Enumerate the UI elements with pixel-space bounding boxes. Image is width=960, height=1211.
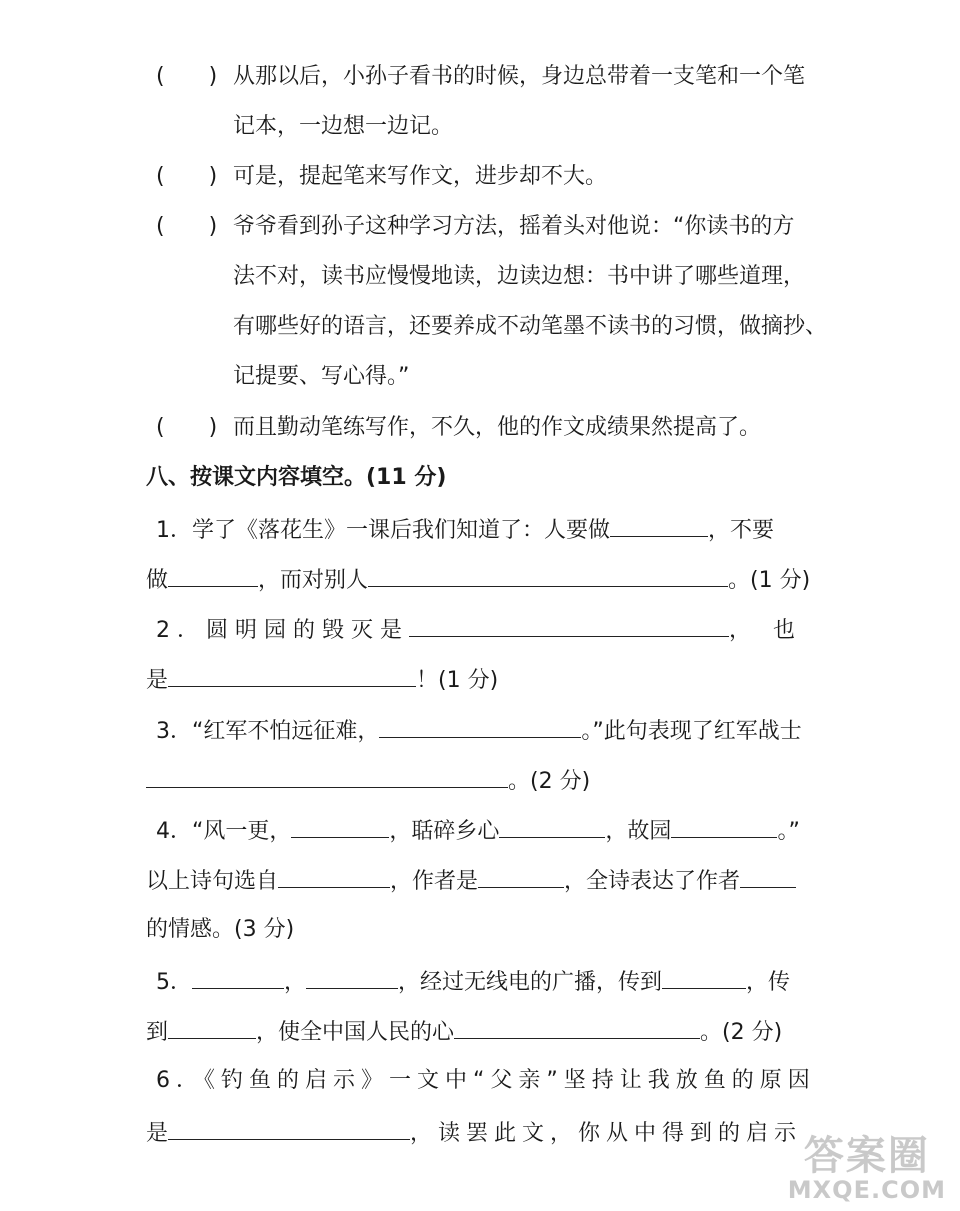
sentence-text: 可是，提起笔来写作文，进步却不大。 (233, 164, 608, 189)
answer-blank[interactable] (368, 564, 728, 587)
watermark-url: MXQE.COM (787, 1176, 946, 1204)
answer-blank[interactable] (379, 715, 581, 738)
question-text: 的情感。(3 分) (146, 917, 295, 942)
sentence-text: 从那以后，小孙子看书的时候，身边总带着一支笔和一个笔 (233, 64, 806, 89)
question-text: ！(1 分) (416, 668, 499, 693)
question-text: ，聒碎乡心 (389, 819, 500, 844)
answer-blank[interactable] (306, 966, 398, 989)
question-text: 。(1 分) (728, 568, 811, 593)
question-text: 2．圆明园的毁灭是 (156, 618, 409, 643)
question-text: ，不要 (708, 518, 775, 543)
question-text: 是 (146, 1121, 169, 1146)
answer-blank[interactable] (478, 865, 564, 888)
question-text: 5． (156, 970, 192, 995)
sentence-text: 记提要、写心得。” (233, 364, 410, 389)
question-text: 做 (146, 568, 169, 593)
question-text: 是 (146, 668, 169, 693)
answer-blank[interactable] (740, 865, 796, 888)
answer-bracket[interactable]: ( ) (156, 415, 218, 440)
question-text: 3．“红军不怕远征难， (156, 719, 380, 744)
question-text: 以上诗句选自 (146, 869, 279, 894)
answer-blank[interactable] (168, 1016, 256, 1039)
question-text: ，也 (729, 618, 818, 643)
sentence-text: 爷爷看到孙子这种学习方法，摇着头对他说：“你读书的方 (233, 214, 795, 239)
question-text: ，传 (746, 970, 791, 995)
question-text: ，经过无线电的广播，传到 (398, 970, 663, 995)
question-text: ，而对别人 (258, 568, 369, 593)
answer-blank[interactable] (146, 765, 508, 788)
sentence-text: 记本，一边想一边记。 (233, 114, 454, 139)
question-text: 1．学了《落花生》一课后我们知道了：人要做 (156, 518, 610, 543)
watermark-logo-text: 答案圈 (803, 1133, 930, 1179)
section-title-text: 八、按课文内容填空。(11 分) (146, 465, 447, 490)
answer-blank[interactable] (291, 815, 389, 838)
question-text: ， (284, 970, 307, 995)
question-text: 4．“风一更， (156, 819, 292, 844)
sentence-text: 法不对，读书应慢慢地读，边读边想：书中讲了哪些道理， (233, 264, 806, 289)
answer-blank[interactable] (662, 966, 746, 989)
answer-bracket[interactable]: ( ) (156, 164, 218, 189)
question-text: 到 (146, 1020, 169, 1045)
question-text: 。” (777, 819, 800, 844)
answer-blank[interactable] (454, 1016, 700, 1039)
question-text: ，读罢此文，你从中得到的启示 (410, 1121, 803, 1146)
answer-blank[interactable] (499, 815, 605, 838)
question-text: 。(2 分) (700, 1020, 783, 1045)
question-text: ，使全中国人民的心 (256, 1020, 455, 1045)
answer-bracket[interactable]: ( ) (156, 64, 218, 89)
answer-blank[interactable] (610, 514, 708, 537)
answer-blank[interactable] (278, 865, 390, 888)
answer-blank[interactable] (671, 815, 777, 838)
question-text: ，全诗表达了作者 (564, 869, 741, 894)
answer-blank[interactable] (192, 966, 284, 989)
question-text: 。”此句表现了红军战士 (581, 719, 802, 744)
question-text: ，作者是 (390, 869, 479, 894)
answer-bracket[interactable]: ( ) (156, 214, 218, 239)
sentence-text: 而且勤动笔练写作，不久，他的作文成绩果然提高了。 (233, 415, 762, 440)
question-text: 。(2 分) (508, 769, 591, 794)
watermark-logo (788, 1135, 946, 1203)
question-text: 6．《钓鱼的启示》一文中“父亲”坚持让我放鱼的原因 (156, 1068, 816, 1093)
answer-blank[interactable] (168, 1117, 410, 1140)
answer-blank[interactable] (168, 664, 416, 687)
question-text: ，故园 (605, 819, 672, 844)
answer-blank[interactable] (409, 614, 729, 637)
answer-blank[interactable] (168, 564, 258, 587)
sentence-text: 有哪些好的语言，还要养成不动笔墨不读书的习惯，做摘抄、 (233, 314, 828, 339)
